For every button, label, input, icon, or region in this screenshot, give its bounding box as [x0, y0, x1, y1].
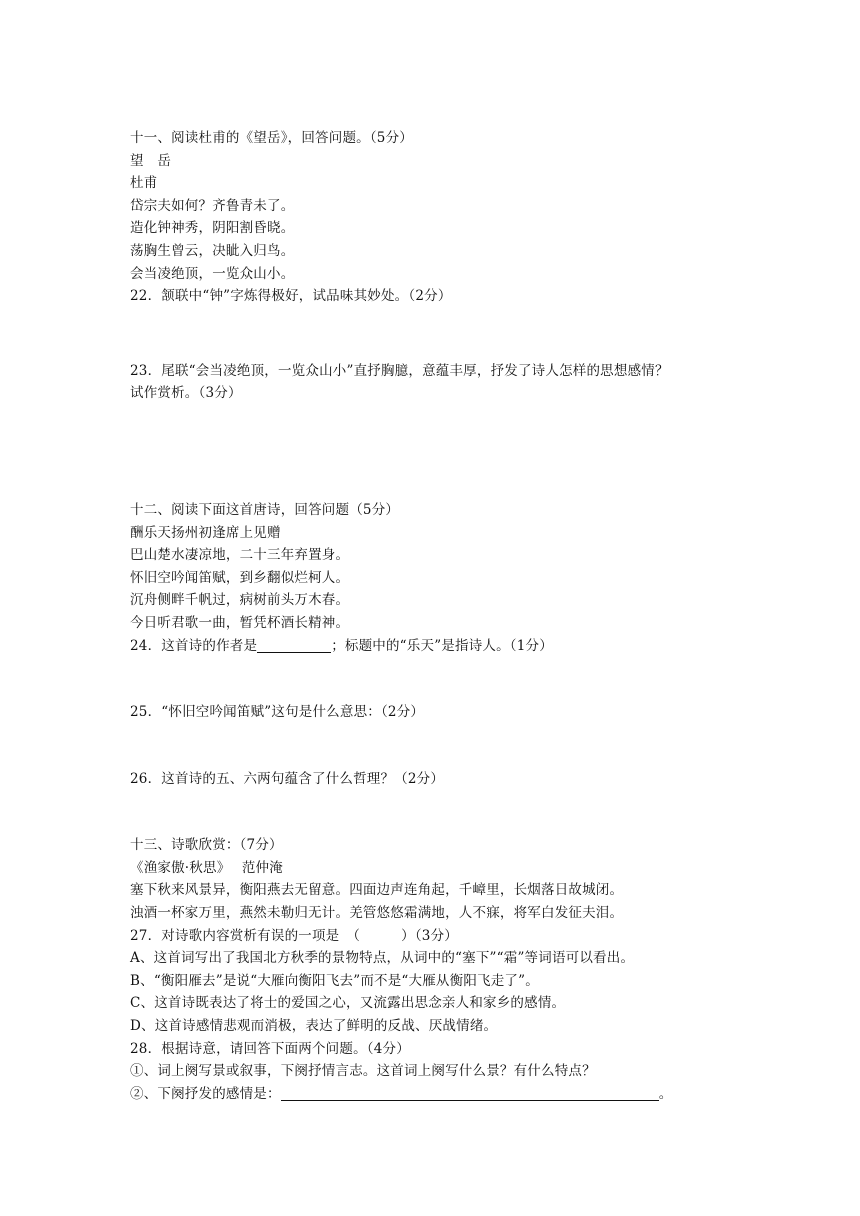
poem-title: 《渔家傲·秋思》 范仲淹 [130, 859, 283, 876]
question-23-line-2: 试作赏析。（3分） [130, 385, 242, 402]
poem-line: 浊酒一杯家万里，燕然未勒归无计。羌管悠悠霜满地，人不寐，将军白发征夫泪。 [130, 905, 624, 922]
question-22: 22．颔联中“钟”字炼得极好，试品味其妙处。（2分） [130, 288, 452, 305]
question-28-2-prefix: ②、下阕抒发的感情是： [130, 1085, 281, 1102]
poem-author: 杜甫 [130, 175, 158, 192]
answer-blank[interactable] [257, 637, 331, 653]
poem-line: 荡胸生曾云，决眦入归鸟。 [130, 242, 295, 259]
question-25: 25．“怀旧空吟闻笛赋”这句是什么意思：（2分） [130, 704, 425, 721]
question-24 [130, 635, 750, 658]
option-b: B、“衡阳雁去”是说“大雁向衡阳飞去”而不是“大雁从衡阳飞走了”。 [130, 972, 539, 989]
question-24-prefix: 24．这首诗的作者是 [130, 637, 258, 654]
question-28-1: ①、词上阕写景或叙事，下阕抒情言志。这首词上阕写什么景？有什么特点？ [130, 1063, 596, 1080]
section-12-heading: 十二、阅读下面这首唐诗，回答问题（5分） [130, 501, 400, 518]
option-a: A、这首词写出了我国北方秋季的景物特点，从词中的“塞下”“霜”等词语可以看出。 [130, 950, 635, 967]
question-27: 27．对诗歌内容赏析有误的一项是 （ ）（3分） [130, 927, 458, 944]
poem-line: 怀旧空吟闻笛赋，到乡翻似烂柯人。 [130, 569, 350, 586]
answer-blank[interactable] [281, 1085, 659, 1101]
answer-space [130, 790, 750, 834]
question-23-line-1: 23．尾联“会当凌绝顶，一览众山小”直抒胸臆，意蕴丰厚，抒发了诗人怎样的思想感情？ [130, 362, 669, 379]
question-28-2-suffix: 。 [658, 1085, 673, 1102]
exam-page [130, 127, 750, 1105]
option-d: D、这首诗感情悲观而消极，表达了鲜明的反战、厌战情绪。 [130, 1018, 498, 1035]
question-28: 28．根据诗意，请回答下面两个问题。（4分） [130, 1040, 410, 1057]
section-13-heading: 十三、诗歌欣赏：（7分） [130, 837, 283, 854]
poem-title: 酬乐天扬州初逢席上见赠 [130, 524, 281, 541]
answer-space [130, 724, 750, 768]
answer-space [130, 308, 750, 360]
poem-title: 望 岳 [130, 152, 172, 169]
question-26: 26．这首诗的五、六两句蕴含了什么哲理？（2分） [130, 770, 445, 787]
section-11-heading: 十一、阅读杜甫的《望岳》，回答问题。（5分） [130, 130, 413, 146]
poem-line: 沉舟侧畔千帆过，病树前头万木春。 [130, 592, 350, 609]
poem-line: 今日听君歌一曲，暂凭杯酒长精神。 [130, 614, 350, 631]
poem-line: 会当凌绝顶，一览众山小。 [130, 265, 295, 282]
poem-line: 造化钟神秀，阴阳割昏晓。 [130, 220, 295, 237]
poem-line: 岱宗夫如何？齐鲁青未了。 [130, 197, 295, 214]
poem-line: 巴山楚水凄凉地，二十三年弃置身。 [130, 547, 350, 564]
poem-line: 塞下秋来风景异，衡阳燕去无留意。四面边声连角起，千嶂里，长烟落日故城闭。 [130, 882, 624, 899]
option-c: C、这首诗既表达了将士的爱国之心，又流露出思念亲人和家乡的感情。 [130, 995, 566, 1012]
answer-space [130, 405, 750, 499]
question-24-suffix: ；标题中的“乐天”是指诗人。（1分） [331, 637, 553, 654]
answer-space [130, 657, 750, 701]
question-28-2 [130, 1083, 750, 1106]
